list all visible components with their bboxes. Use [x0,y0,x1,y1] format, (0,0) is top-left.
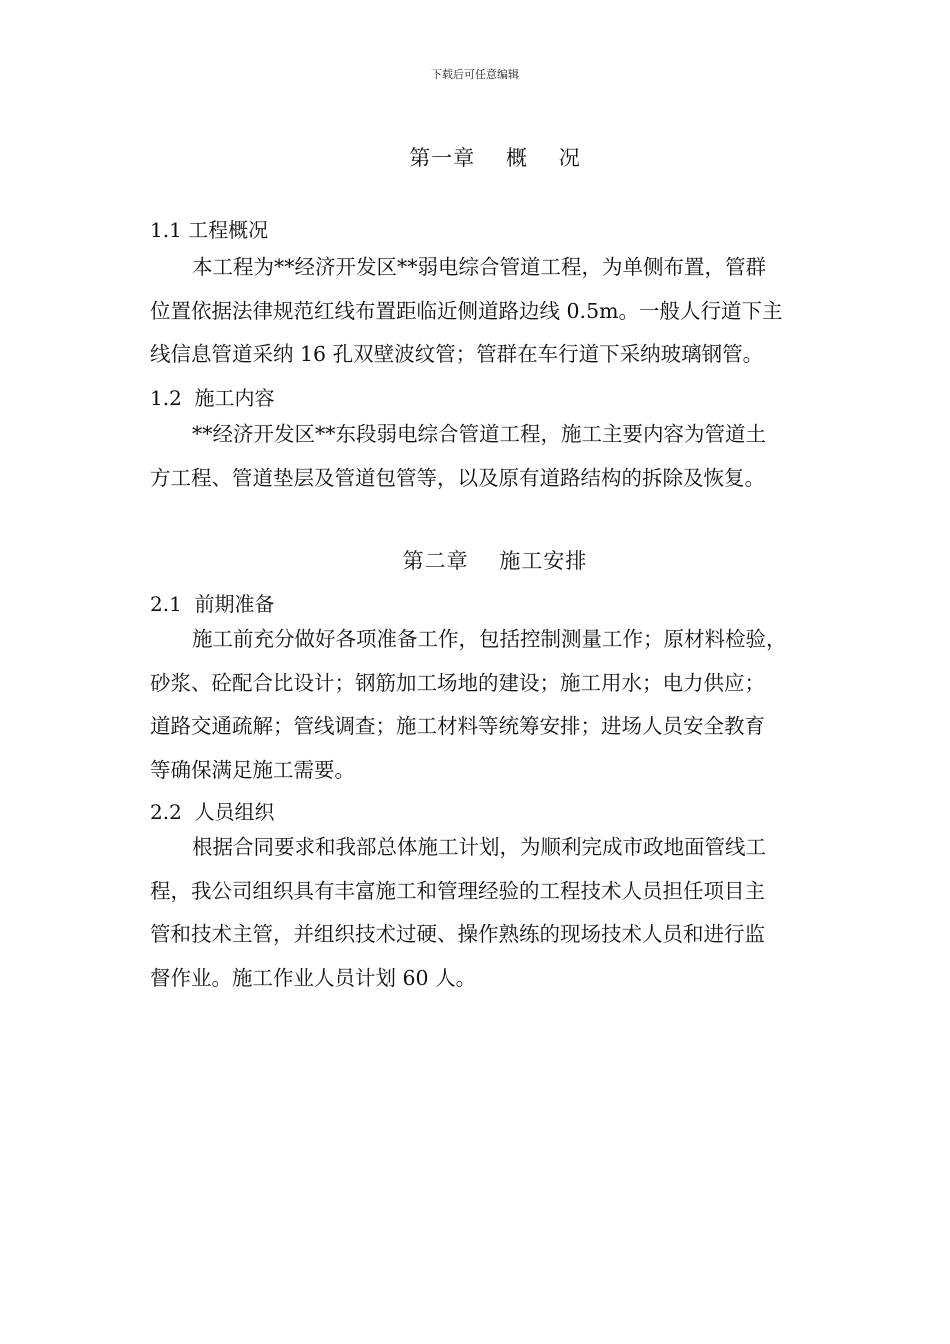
section-1-2-paragraph [150,413,840,500]
chapter-2-title: 第二章 施工安排 [402,549,588,573]
section-2-2-heading: 2.2 人员组织 [150,800,275,824]
paragraph-line: 道路交通疏解；管线调查；施工材料等统筹安排；进场人员安全教育 [150,714,765,738]
section-2-2-paragraph [150,826,840,1000]
paragraph-line: 本工程为**经济开发区**弱电综合管道工程，为单侧布置，管群 [192,255,766,279]
paragraph-line: 根据合同要求和我部总体施工计划，为顺利完成市政地面管线工 [192,835,766,859]
section-2-1-heading: 2.1 前期准备 [150,592,275,616]
paragraph-line: 施工前充分做好各项准备工作，包括控制测量工作；原材料检验， [192,627,787,651]
paragraph-line: 程，我公司组织具有丰富施工和管理经验的工程技术人员担任项目主 [150,878,765,903]
paragraph-line: 管和技术主管，并组织技术过硬、操作熟练的现场技术人员和进行监 [150,922,765,946]
paragraph-line: 等确保满足施工需要。 [150,757,355,782]
paragraph-line: 方工程、管道垫层及管道包管等，以及原有道路结构的拆除及恢复。 [150,465,765,490]
paragraph-line: 督作业。施工作业人员计划 60 人。 [150,965,477,990]
paragraph-line: 位置依据法律规范红线布置距临近侧道路边线 0.5m。一般人行道下主 [150,298,783,323]
header-note: 下载后可任意编辑 [431,68,519,81]
paragraph-line: 砂浆、砼配合比设计；钢筋加工场地的建设；施工用水；电力供应； [150,670,765,695]
section-1-1-paragraph [150,246,840,377]
paragraph-line: 线信息管道采纳 16 孔双壁波纹管；管群在车行道下采纳玻璃钢管。 [150,342,764,366]
section-1-1-heading: 1.1 工程概况 [150,218,269,242]
chapter-1-title: 第一章 概 况 [409,146,581,170]
section-1-2-heading: 1.2 施工内容 [150,386,275,410]
paragraph-line: **经济开发区**东段弱电综合管道工程，施工主要内容为管道土 [192,422,766,446]
section-2-1-paragraph [150,618,840,792]
